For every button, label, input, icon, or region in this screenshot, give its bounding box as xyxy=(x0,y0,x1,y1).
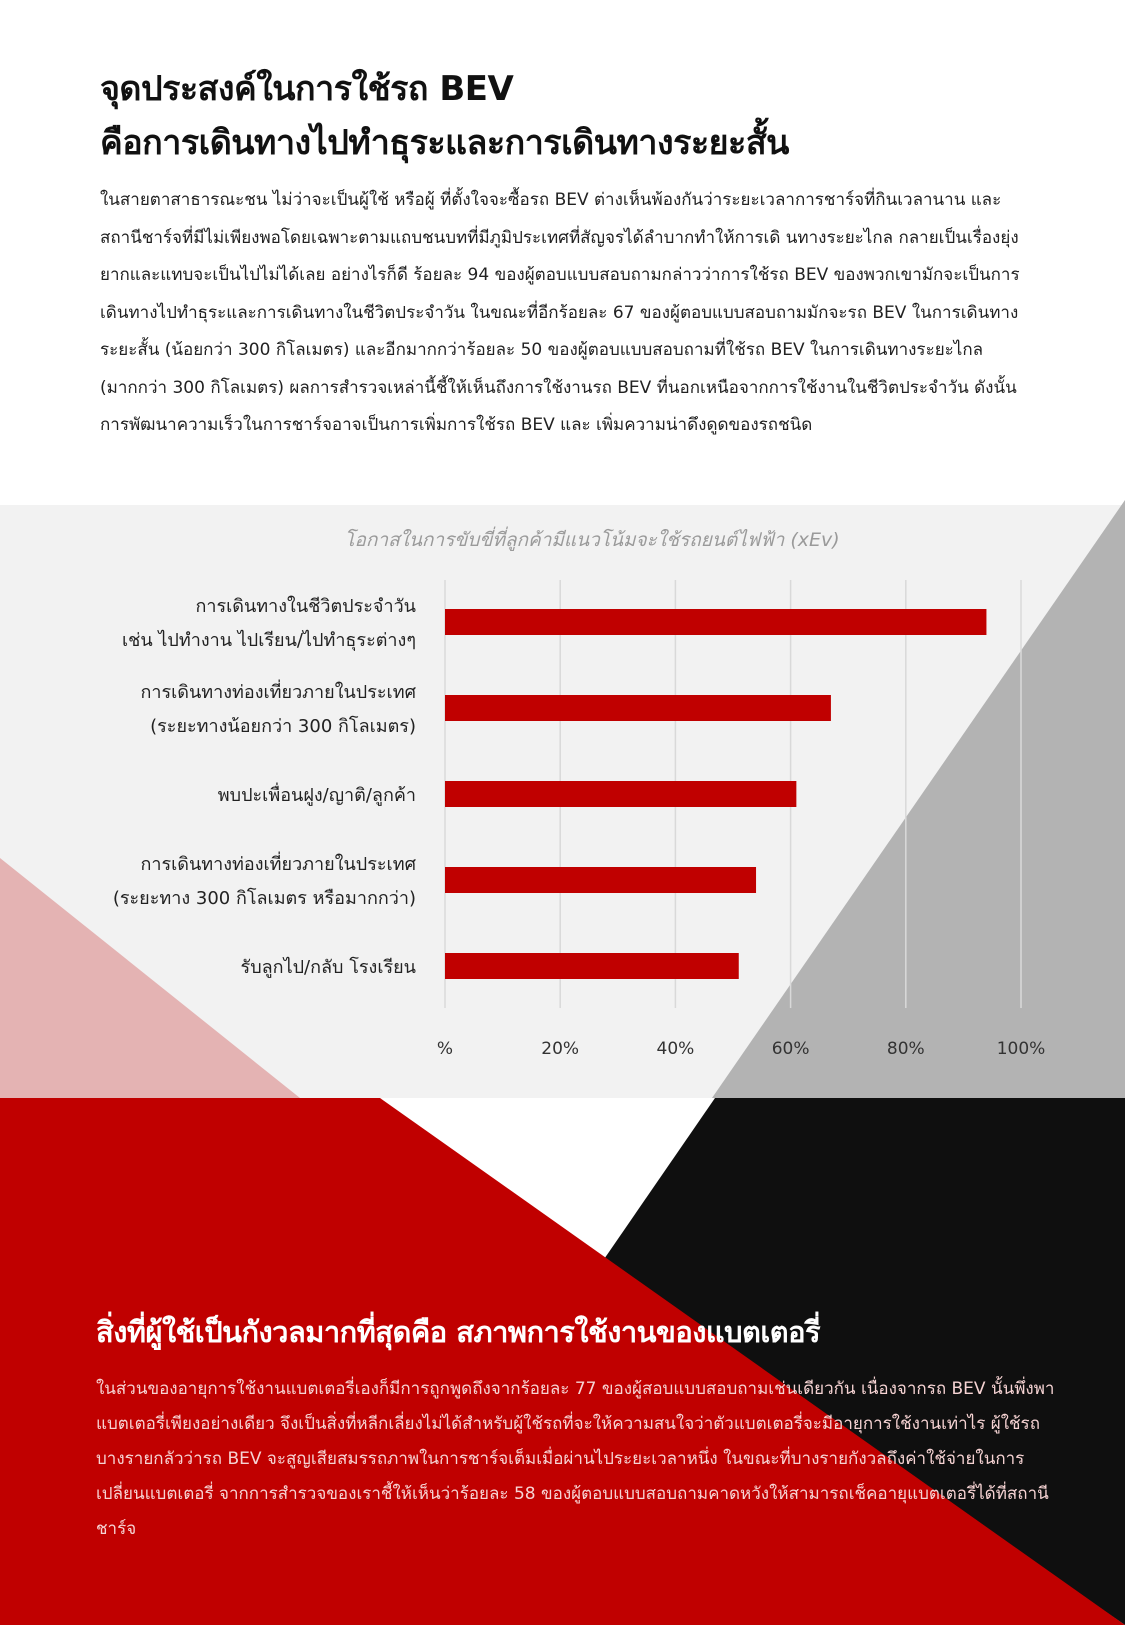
category-label: การเดินทางในชีวิตประจำวัน xyxy=(195,596,416,617)
x-tick-label: 80% xyxy=(886,1039,925,1059)
bar xyxy=(445,867,756,893)
category-label: รับลูกไป/กลับ โรงเรียน xyxy=(240,957,416,978)
intro-paragraph: ในสายตาสาธารณะชน ไม่ว่าจะเป็นผู้ใช้ หรือผู้ ที่ตั้งใจจะซื้อรถ BEV ต่างเห็นพ้องกันว่าระยะเวลาการชาร์จที่กินเวลานาน และ สถานีชาร์จที่มีไม่เพียงพอโดยเฉพาะตามแถบชนบทที่มีภูมิประเทศที่สัญจรได้ลำบากทำให้การเดิ นทางระยะไกล กลายเป็นเรื่องยุ่งยากและแทบจะเป็นไปไม่ได้เลย อย่างไรก็ดี ร้อยละ 94 ของผู้ตอบแบบสอบถามกล่าวว่าการใช้รถ BEV ของพวกเขามักจะเป็นการเดินทางไปทำธุระและการเดินทางในชีวิตประจำวัน ในขณะที่อีกร้อยละ 67 ของผู้ตอบแบบสอบถามมักจะรถ BEV ในการเดินทางระยะสั้น (น้อยกว่า 300 กิโลเมตร) และอีกมากกว่าร้อยละ 50 ของผู้ตอบแบบสอบถามที่ใช้รถ BEV ในการเดินทางระยะไกล (มากกว่า 300 กิโลเมตร) ผลการสำรวจเหล่านี้ชี้ให้เห็นถึงการใช้งานรถ BEV ที่นอกเหนือจากการใช้งานในชีวิตประจำวัน ดังนั้น การพัฒนาความเร็วในการชาร์จอาจเป็นการเพิ่มการใช้รถ BEV และ เพิ่มความน่าดึงดูดของรถชนิด xyxy=(100,190,1020,435)
chart-title: โอกาสในการขับขี่ที่ลูกค้ามีแนวโน้มจะใช้รถยนต์ไฟฟ้า (xEv) xyxy=(344,529,840,551)
battery-section-paragraph: ในส่วนของอายุการใช้งานแบตเตอรี่เองก็มีการถูกพูดถึงจากร้อยละ 77 ของผู้สอบแบบสอบถามเช่นเดียวกัน เนื่องจากรถ BEV นั้นพึ่งพาแบตเตอรี่เพียงอย่างเดียว จึงเป็นสิ่งที่หลีกเลี่ยงไม่ได้สำหรับผู้ใช้รถที่จะให้ความสนใจว่าตัวแบตเตอรี่จะมีอายุการใช้งานเท่าไร ผู้ใช้รถบางรายกลัวว่ารถ BEV จะสูญเสียสมรรถภาพในการชาร์จเต็มเมื่อผ่านไประยะเวลาหนึ่ง ในขณะที่บางรายกังวลถึงค่าใช้จ่ายในการเปลี่ยนแบตเตอรี่ จากการสำรวจของเราชี้ให้เห็นว่าร้อยละ 58 ของผู้ตอบแบบสอบถามคาดหวังให้สามารถเช็คอายุแบตเตอรี่ได้ที่สถานีชาร์จ xyxy=(96,1379,1055,1539)
bar xyxy=(445,609,986,635)
category-label: การเดินทางท่องเที่ยวภายในประเทศ xyxy=(140,854,416,875)
chart-category-labels xyxy=(113,595,417,978)
category-label: (ระยะทาง 300 กิโลเมตร หรือมากกว่า) xyxy=(112,888,416,909)
battery-section-title: สิ่งที่ผู้ใช้เป็นกังวลมากที่สุดคือ สภาพการใช้งานของแบตเตอรี่ xyxy=(96,1315,821,1349)
x-tick-label: 20% xyxy=(541,1039,580,1059)
category-label: พบปะเพื่อนฝูง/ญาติ/ลูกค้า xyxy=(217,785,416,806)
category-label: เช่น ไปทำงาน ไปเรียน/ไปทำธุระต่างๆ xyxy=(121,630,416,651)
bar xyxy=(445,953,739,979)
bar xyxy=(445,695,831,721)
x-tick-label: 100% xyxy=(996,1039,1046,1059)
page-title-line-2: คือการเดินทางไปทำธุระและการเดินทางระยะสั้น xyxy=(100,123,789,163)
bar xyxy=(445,781,796,807)
page-title-line-1: จุดประสงค์ในการใช้รถ BEV xyxy=(100,69,514,109)
category-label: การเดินทางท่องเที่ยวภายในประเทศ xyxy=(140,682,416,703)
chart-tick-labels xyxy=(437,1039,1045,1059)
x-tick-label: 40% xyxy=(656,1039,695,1059)
x-tick-label: 60% xyxy=(771,1039,810,1059)
category-label: (ระยะทางน้อยกว่า 300 กิโลเมตร) xyxy=(150,716,416,737)
x-tick-label: % xyxy=(436,1039,454,1059)
